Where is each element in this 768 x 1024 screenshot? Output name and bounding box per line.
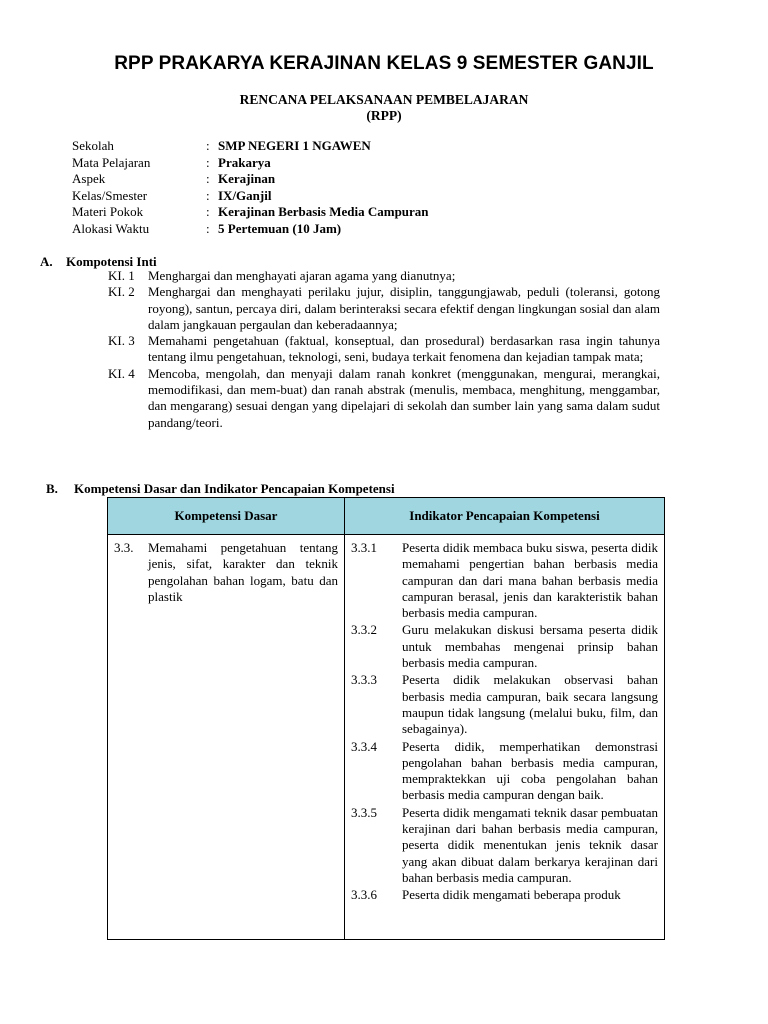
info-value: SMP NEGERI 1 NGAWEN (218, 138, 371, 153)
indicator-text: Peserta didik membaca buku siswa, peserta didik memahami pengertian bahan berbasis media campuran dan dari mana bahan berbasis media campuran berasal, jenis dan karakteristik bahan berbasis media campuran. (402, 540, 658, 621)
indicator-text: Peserta didik mengamati teknik dasar pembuatan kerajinan dari bahan berbasis media campuran, peserta didik menentukan jenis teknik dasar yang akan dibuat dalam berkarya kerajinan dari bahan berbasis media campuran. (402, 804, 658, 885)
indicator-item (351, 805, 658, 886)
indicator-item (351, 672, 658, 737)
info-colon: : (206, 171, 210, 186)
indicator-number: 3.3.5 (351, 804, 377, 820)
section-a-letter: A. (40, 254, 53, 269)
indicator-item (351, 887, 658, 903)
ki-text: Menghargai dan menghayati perilaku jujur, disiplin, tanggungjawab, peduli (toleransi, gotong royong), santun, percaya diri, dalam berinteraksi secara efektif dengan lingkungan sosial dan alam dalam jangkauan pergaulan dan keberadaannya; (148, 284, 660, 332)
ki-code: KI. 3 (108, 333, 135, 349)
document-subtitle-abbr: (RPP) (366, 108, 402, 123)
info-label: Alokasi Waktu (72, 220, 150, 236)
header-indikator: Indikator Pencapaian Kompetensi (345, 498, 665, 535)
document-title: RPP PRAKARYA KERAJINAN KELAS 9 SEMESTER GANJIL (114, 53, 654, 74)
indicator-text: Peserta didik mengamati beberapa produk (402, 887, 621, 903)
competency-table (107, 497, 665, 940)
indicator-text: Peserta didik, memperhatikan demonstrasi pengolahan bahan berbasis media campuran, mempraktekkan uji coba pengolahan bahan berbasis media campuran dengan baik. (402, 738, 658, 803)
info-label: Materi Pokok (72, 204, 144, 219)
kd-cell (108, 535, 345, 940)
info-row (72, 188, 429, 205)
info-value: Kerajinan (218, 171, 276, 186)
ki-item (108, 366, 660, 431)
section-b-heading (46, 481, 395, 497)
info-row (72, 204, 429, 221)
info-label: Kelas/Smester (72, 187, 148, 203)
ki-item (108, 333, 660, 366)
indicator-item (351, 540, 658, 621)
ki-text: Memahami pengetahuan (faktual, konseptual, dan prosedural) berdasarkan rasa ingin tahunya tentang ilmu pengetahuan, teknologi, seni, budaya terkait fenomena dan kejadian tampak mata; (148, 333, 660, 365)
info-row (72, 171, 429, 188)
header-kompetensi-dasar: Kompetensi Dasar (108, 498, 345, 535)
info-label: Mata Pelajaran (72, 154, 151, 170)
info-colon: : (206, 204, 210, 219)
ki-code: KI. 2 (108, 284, 135, 300)
info-row (72, 221, 429, 238)
indicator-number: 3.3.2 (351, 622, 377, 638)
indicator-item (351, 622, 658, 671)
info-value: Prakarya (218, 154, 271, 170)
info-colon: : (206, 187, 210, 203)
ki-code: KI. 4 (108, 365, 135, 381)
kompetensi-inti-list (108, 268, 660, 431)
section-b-title: Kompetensi Dasar dan Indikator Pencapaian Kompetensi (74, 481, 395, 496)
ki-text: Menghargai dan menghayati ajaran agama yang dianutnya; (148, 268, 456, 283)
indicator-number: 3.3.3 (351, 672, 377, 688)
kd-number: 3.3. (114, 540, 134, 555)
indicator-list (345, 535, 664, 904)
info-row (72, 138, 429, 155)
info-colon: : (206, 138, 210, 153)
info-label: Aspek (72, 171, 106, 186)
section-b-letter: B. (46, 481, 58, 496)
section-a-title: Kompotensi Inti (66, 254, 157, 269)
indicator-text: Guru melakukan diskusi bersama peserta didik untuk membahas mengenai prinsip bahan berbasis media campuran. (402, 622, 658, 671)
indicator-number: 3.3.4 (351, 738, 377, 754)
ki-item (108, 268, 660, 284)
ki-code: KI. 1 (108, 268, 135, 283)
document-subtitle: RENCANA PELAKSANAAN PEMBELAJARAN (239, 92, 529, 107)
indicator-cell (345, 535, 665, 940)
identity-info (72, 138, 429, 237)
indicator-number: 3.3.6 (351, 887, 377, 903)
info-colon: : (206, 220, 210, 236)
ki-item (108, 284, 660, 333)
indicator-text: Peserta didik melakukan observasi bahan berbasis media campuran, baik secara langsung maupun tidak langsung (melalui buku, film, dan sebagainya). (402, 672, 658, 737)
kd-text: Memahami pengetahuan tentang jenis, sifat, karakter dan teknik pengolahan bahan logam, batu dan plastik (148, 540, 338, 604)
info-label: Sekolah (72, 138, 114, 153)
indicator-number: 3.3.1 (351, 540, 377, 555)
info-value: IX/Ganjil (218, 187, 272, 203)
ki-text: Mencoba, mengolah, dan menyaji dalam ranah konkret (menggunakan, mengurai, merangkai, memodifikasi, dan mem-buat) dan ranah abstrak (menulis, membaca, menghitung, menggambar, dan mengarang) sesuai dengan yang dipelajari di sekolah dan sumber lain yang sama dalam sudut pandang/teori. (148, 365, 660, 430)
info-value: 5 Pertemuan (10 Jam) (218, 220, 342, 236)
info-colon: : (206, 154, 210, 170)
info-row (72, 155, 429, 172)
info-value: Kerajinan Berbasis Media Campuran (218, 204, 429, 219)
indicator-item (351, 739, 658, 804)
